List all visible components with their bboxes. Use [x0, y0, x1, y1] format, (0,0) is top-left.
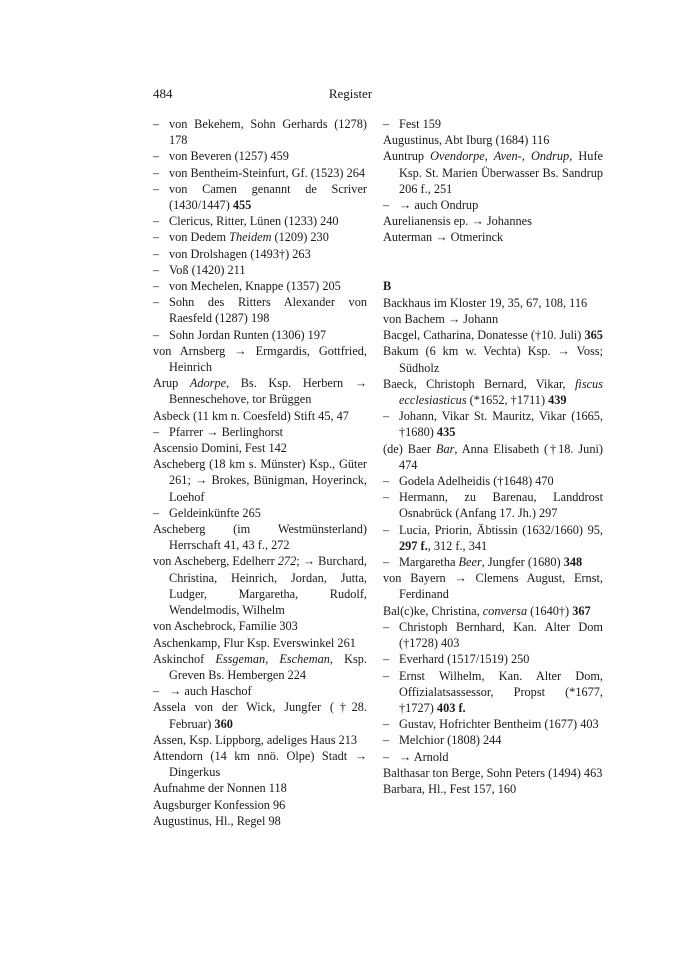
- section-letter: B: [383, 278, 392, 293]
- index-subentry: – von Beveren (1257) 459: [153, 148, 367, 164]
- index-entry: Ascheberg (18 km s. Münster) Ksp., Güter 261; → Brokes, Bünigman, Hoyerinck, Loehof: [153, 457, 367, 504]
- index-subentry: – von Camen genannt de Scriver (1430/1447) 455: [153, 181, 367, 213]
- index-subentry: – Christoph Bernhard, Kan. Alter Dom (†1728) 403: [383, 619, 603, 651]
- index-entry: Assela von der Wick, Jungfer (†28. Februar) 360: [153, 700, 367, 731]
- index-entry: Auterman → Otmerinck: [383, 230, 504, 245]
- index-entry: Bal(c)ke, Christina, conversa (1640†) 367: [383, 603, 591, 618]
- index-subentry: – Gustav, Hofrichter Bentheim (1677) 403: [383, 716, 603, 732]
- index-entry: Ascensio Domini, Fest 142: [153, 441, 287, 456]
- index-subentry: – Pfarrer → Berlinghorst: [153, 424, 367, 440]
- index-entry: Bakum (6 km w. Vechta) Ksp. → Voss; Südholz: [383, 344, 603, 375]
- index-entry: Arup Adorpe, Bs. Ksp. Herbern → Benneschehove, tor Brüggen: [153, 376, 367, 407]
- index-entry: von Bachem → Johann: [383, 312, 499, 327]
- index-entry: Ascheberg (im Westmünsterland) Herrschaft 41, 43 f., 272: [153, 522, 367, 553]
- index-entry: Aufnahme der Nonnen 118: [153, 781, 287, 796]
- index-subentry: – → auch Haschof: [153, 683, 367, 699]
- index-entry: Asbeck (11 km n. Coesfeld) Stift 45, 47: [153, 408, 349, 423]
- index-entry: von Aschebrock, Familie 303: [153, 619, 298, 634]
- index-subentry: – von Dedem Theidem (1209) 230: [153, 229, 367, 245]
- index-entry: Augsburger Konfession 96: [153, 797, 286, 812]
- index-entry: Aschenkamp, Flur Ksp. Everswinkel 261: [153, 635, 356, 650]
- index-entry: Auntrup Ovendorpe, Aven-, Ondrup, Hufe Ksp. St. Marien Überwasser Bs. Sandrup 206 f., 251: [383, 149, 603, 196]
- index-entry: Balthasar ton Berge, Sohn Peters (1494) 463: [383, 765, 603, 780]
- index-entry: Aurelianensis ep. → Johannes: [383, 214, 532, 229]
- page-number: 484: [153, 86, 173, 101]
- index-entry: Augustinus, Hl., Regel 98: [153, 813, 281, 828]
- index-entry: Backhaus im Kloster 19, 35, 67, 108, 116: [383, 295, 588, 310]
- index-subentry: – Johann, Vikar St. Mauritz, Vikar (1665, †1680) 435: [383, 408, 603, 440]
- index-subentry: – Godela Adelheidis (†1648) 470: [383, 473, 603, 489]
- index-subentry: – Fest 159: [383, 116, 603, 132]
- index-entry: Assen, Ksp. Lippborg, adeliges Haus 213: [153, 732, 358, 747]
- index-column-left: [153, 116, 367, 829]
- index-subentry: – von Drolshagen (1493†) 263: [153, 246, 367, 262]
- index-subentry: – Sohn des Ritters Alexander von Raesfeld (1287) 198: [153, 294, 367, 326]
- index-subentry: – Sohn Jordan Runten (1306) 197: [153, 327, 367, 343]
- index-subentry: – Geldeinkünfte 265: [153, 505, 367, 521]
- running-title: Register: [328, 86, 373, 101]
- index-entry: (de) Baer Bar, Anna Elisabeth (†18. Juni) 474: [383, 441, 603, 472]
- index-subentry: – Hermann, zu Barenau, Landdrost Osnabrück (Anfang 17. Jh.) 297: [383, 489, 603, 521]
- index-subentry: – Lucia, Priorin, Äbtissin (1632/1660) 95, 297 f., 312 f., 341: [383, 522, 603, 554]
- index-subentry: – von Bentheim-Steinfurt, Gf. (1523) 264: [153, 165, 367, 181]
- page-header: [153, 86, 548, 102]
- index-subentry: – Ernst Wilhelm, Kan. Alter Dom, Offizialatsassessor, Propst (*1677, †1727) 403 f.: [383, 668, 603, 717]
- index-entry: Bacgel, Catharina, Donatesse (†10. Juli) 365: [383, 328, 603, 343]
- index-entry: von Bayern → Clemens August, Ernst, Ferdinand: [383, 571, 603, 602]
- index-entry: Askinchof Essgeman, Escheman, Ksp. Greven Bs. Hembergen 224: [153, 651, 367, 682]
- index-subentry: – von Bekehem, Sohn Gerhards (1278) 178: [153, 116, 367, 148]
- index-column-right: [383, 116, 603, 797]
- index-subentry: – Clericus, Ritter, Lünen (1233) 240: [153, 213, 367, 229]
- index-subentry: – Melchior (1808) 244: [383, 732, 603, 748]
- index-subentry: – → auch Ondrup: [383, 197, 603, 213]
- index-entry: von Ascheberg, Edelherr 272; → Burchard, Christina, Heinrich, Jordan, Jutta, Ludger, Margaretha, Rudolf, Wendelmodis, Wilhelm: [153, 554, 367, 618]
- index-subentry: – Voß (1420) 211: [153, 262, 367, 278]
- index-subentry: – Margaretha Beer, Jungfer (1680) 348: [383, 554, 603, 570]
- index-entry: Augustinus, Abt Iburg (1684) 116: [383, 133, 550, 148]
- index-subentry: – von Mechelen, Knappe (1357) 205: [153, 278, 367, 294]
- index-entry: von Arnsberg → Ermgardis, Gottfried, Heinrich: [153, 343, 367, 375]
- index-subentry: – → Arnold: [383, 749, 603, 765]
- index-entry: Barbara, Hl., Fest 157, 160: [383, 781, 517, 796]
- index-subentry: – Everhard (1517/1519) 250: [383, 651, 603, 667]
- index-entry: Baeck, Christoph Bernard, Vikar, fiscus ecclesiasticus (*1652, †1711) 439: [383, 376, 603, 408]
- index-entry: Attendorn (14 km nnö. Olpe) Stadt → Dingerkus: [153, 748, 367, 780]
